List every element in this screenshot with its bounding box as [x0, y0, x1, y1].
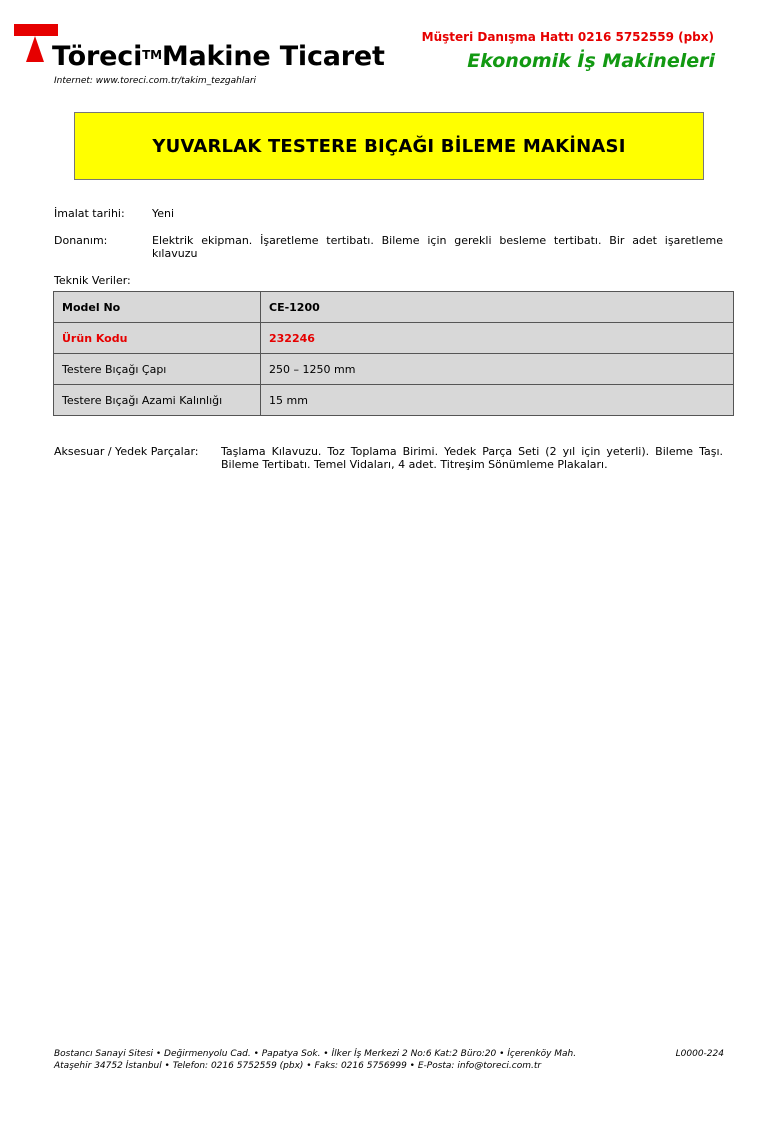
spec-label-model: Model No: [54, 292, 261, 323]
spec-value-product-code: 232246: [261, 323, 734, 354]
manufacture-label: İmalat tarihi:: [54, 207, 125, 220]
tagline-text: Ekonomik İş Makineleri: [467, 50, 715, 72]
spec-label-product-code: Ürün Kodu: [54, 323, 261, 354]
spec-label-thickness: Testere Bıçağı Azami Kalınlığı: [54, 385, 261, 416]
table-row: [54, 292, 734, 323]
title-box: [74, 112, 704, 180]
website-link[interactable]: Internet: www.toreci.com.tr/takim_tezgahlari: [54, 76, 257, 86]
spec-value-diameter: 250 – 1250 mm: [261, 354, 734, 385]
manufacture-value: Yeni: [152, 207, 175, 220]
spec-value-model: CE-1200: [261, 292, 734, 323]
logo-bar: [14, 24, 58, 36]
spec-value-thickness: 15 mm: [261, 385, 734, 416]
footer-contact-line: Ataşehir 34752 İstanbul • Telefon: 0216 5752559 (pbx) • Faks: 0216 5756999 • E-Posta: info@toreci.com.tr: [54, 1061, 542, 1071]
table-row: [54, 323, 734, 354]
logo-stem: [26, 36, 44, 62]
table-row: [54, 385, 734, 416]
equipment-value: Elektrik ekipman. İşaretleme tertibatı. Bileme için gerekli besleme tertibatı. Bir adet işaretleme kılavuzu: [152, 234, 723, 260]
hotline-text: Müşteri Danışma Hattı 0216 5752559 (pbx): [421, 30, 714, 44]
brand-suffix: Makine Ticaret: [161, 41, 385, 72]
footer-address-line: Bostancı Sanayi Sitesi • Değirmenyolu Cad. • Papatya Sok. • İlker İş Merkezi 2 No:6 Kat:2 Büro:20 • İçerenköy Mah.: [54, 1049, 577, 1059]
trademark-mark: TM: [142, 48, 162, 62]
spec-label-diameter: Testere Bıçağı Çapı: [54, 354, 261, 385]
tech-data-label: Teknik Veriler:: [54, 274, 131, 287]
table-row: [54, 354, 734, 385]
accessories-label: Aksesuar / Yedek Parçalar:: [54, 445, 199, 458]
brand-name: Töreci: [52, 41, 143, 72]
brand-title: [52, 40, 385, 74]
page-title: YUVARLAK TESTERE BIÇAĞI BİLEME MAKİNASI: [152, 135, 626, 157]
spec-table: [53, 291, 734, 416]
document-code: L0000-224: [675, 1049, 724, 1059]
footer: [54, 1048, 724, 1072]
equipment-label: Donanım:: [54, 234, 108, 247]
accessories-value: Taşlama Kılavuzu. Toz Toplama Birimi. Yedek Parça Seti (2 yıl için yeterli). Bileme Taşı. Bileme Tertibatı. Temel Vidaları, 4 adet. Titreşim Sönümleme Plakaları.: [221, 445, 723, 471]
